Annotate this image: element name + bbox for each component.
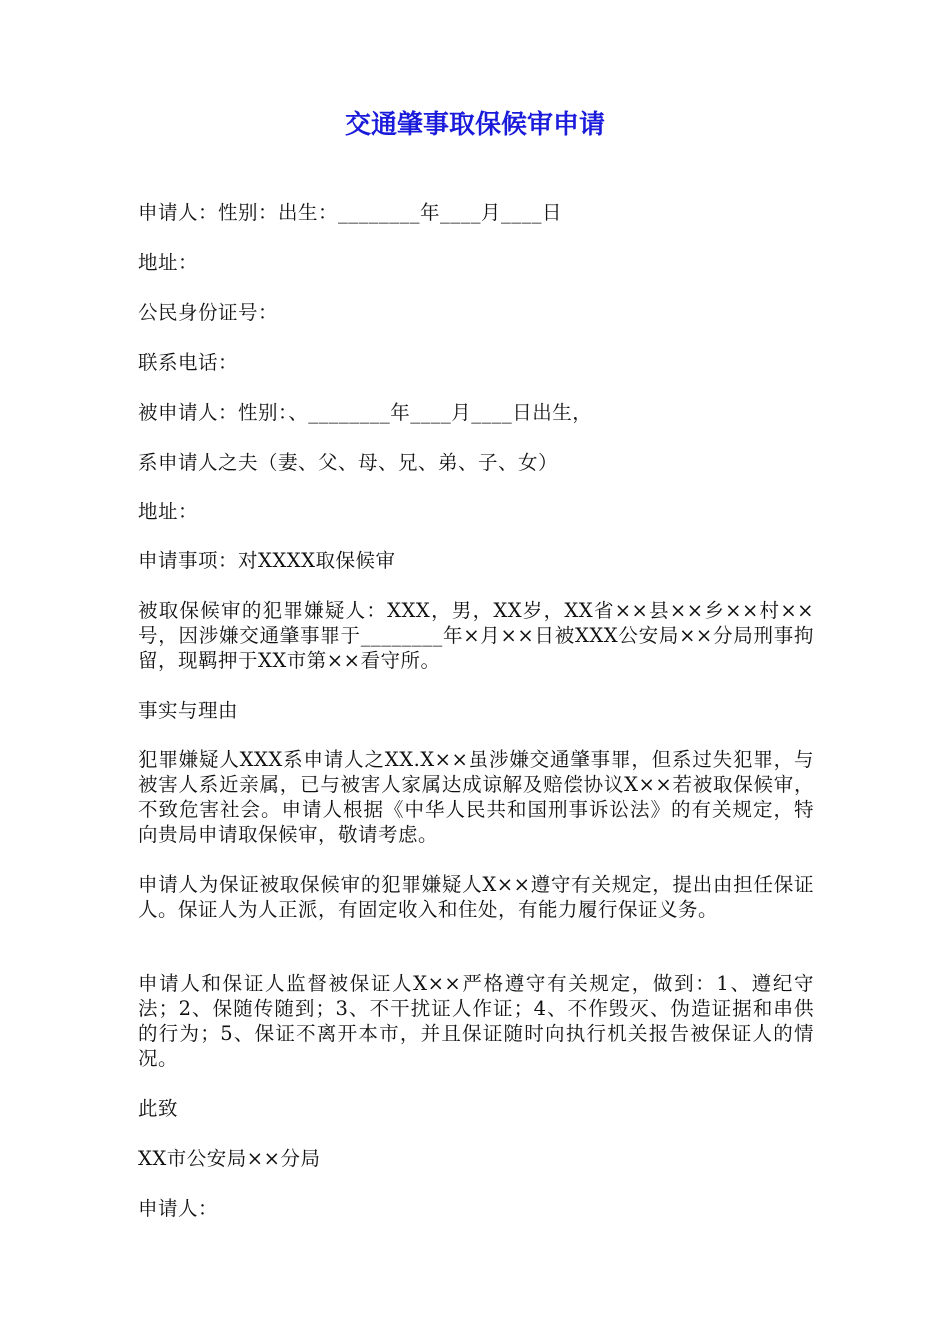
facts-paragraph: 犯罪嫌疑人XXX系申请人之XX.X××虽涉嫌交通肇事罪，但系过失犯罪，与被害人系近亲属，已与被害人家属达成谅解及赔偿协议X××若被取保候审，不致危害社会。申请人根据《中华人民共和国刑事诉讼法》的有关规定，特向贵局申请取保候审，敬请考虑。 [138,748,814,846]
facts-and-reasons-heading: 事实与理由 [138,699,239,722]
signature-line: 申请人： [138,1197,219,1220]
guarantor-paragraph: 申请人为保证被取保候审的犯罪嫌疑人X××遵守有关规定，提出由担任保证人。保证人为人正派，有固定收入和住处，有能力履行保证义务。 [138,873,814,921]
applicant-phone-line: 联系电话： [138,351,239,374]
recipient-line: XX市公安局××分局 [138,1147,321,1170]
applicant-info-line: 申请人：性别：出生：________年____月____日 [138,201,563,224]
applicant-id-number-line: 公民身份证号： [138,301,279,324]
application-matter-line: 申请事项：对XXXX取保候审 [138,549,396,572]
applicant-address-line: 地址： [138,251,199,274]
salutation-line: 此致 [138,1097,179,1120]
relationship-line: 系申请人之夫（妻、父、母、兄、弟、子、女） [138,451,559,474]
suspect-info-paragraph: 被取保候审的犯罪嫌疑人：XXX，男，XX岁，XX省××县××乡××村××号，因涉嫌交通肇事罪于________年×月××日被XXX公安局××分局刑事拘留，现羁押于XX市第××看守所。 [138,599,814,672]
document-title: 交通肇事取保候审申请 [344,110,605,140]
respondent-address-line: 地址： [138,500,199,523]
respondent-info-line: 被申请人：性别：、________年____月____日出生， [138,401,593,424]
obligations-paragraph: 申请人和保证人监督被保证人X××严格遵守有关规定，做到：1、遵纪守法；2、保随传随到；3、不干扰证人作证；4、不作毁灭、伪造证据和串供的行为；5、保证不离开本市，并且保证随时向执行机关报告被保证人的情况。 [138,972,814,1070]
